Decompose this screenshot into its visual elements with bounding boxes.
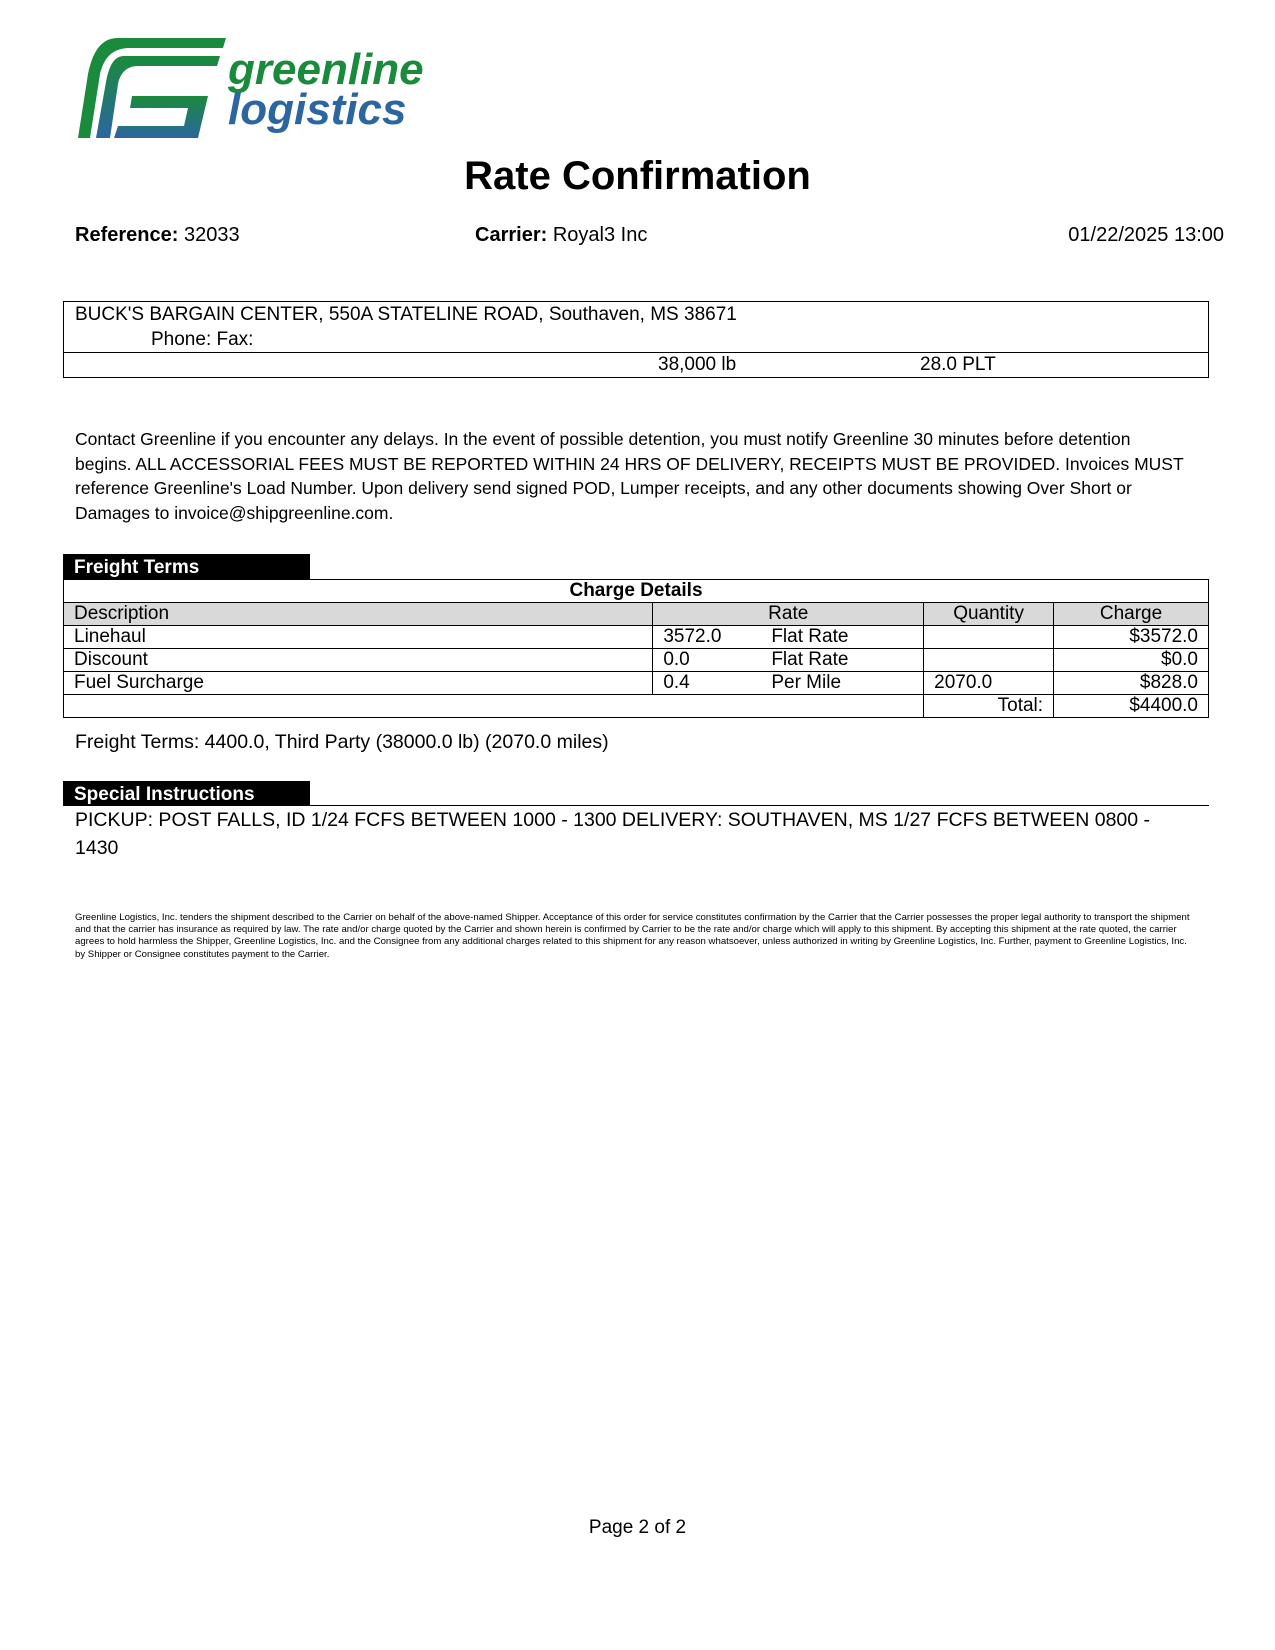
row-rate [653,626,924,649]
freight-terms-summary: Freight Terms: 4400.0, Third Party (38000.0 lb) (2070.0 miles) [75,731,609,753]
stop-box [63,301,1209,378]
row-rate-type: Flat Rate [771,649,849,670]
stop-address: BUCK'S BARGAIN CENTER, 550A STATELINE ROAD, Southaven, MS 38671 [75,304,737,325]
table-row [64,649,1209,672]
carrier [475,224,647,247]
charge-details-title: Charge Details [64,580,1209,603]
column-header-quantity: Quantity [924,603,1054,626]
row-quantity [924,626,1054,649]
row-rate-value: 0.0 [663,649,690,670]
logo-text-greenline: greenline [228,45,424,94]
row-rate-value: 3572.0 [663,626,722,647]
row-rate-type: Flat Rate [771,626,849,647]
reference-value: 32033 [183,224,240,246]
table-row [64,626,1209,649]
legal-disclaimer: Greenline Logistics, Inc. tenders the shipment described to the Carrier on behalf of the above-named Shipper. Acceptance of this order for service constitutes confirmation by the Carrier that the Carrier possesses the proper legal authority to transport the shipment and that the carrier has insurance as required by law. The rate and/or charge quoted by the Carrier and shown herein is confirmed by Carrier to be the rate and/or charge which will apply to this shipment. By accepting this shipment at the rate quoted, the carrier agrees to hold harmless the Shipper, Greenline Logistics, Inc. and the Consignee from any additional charges related to this shipment for any reason whatsoever, unless authorized in writing by Greenline Logistics, Inc. Further, payment to Greenline Logistics, Inc. by Shipper or Consignee constitutes payment to the Carrier. [75,912,1190,960]
stop-phone-fax: Phone: Fax: [151,329,254,350]
row-rate-type: Per Mile [771,672,842,693]
notice-text: Contact Greenline if you encounter any delays. In the event of possible detention, you must notify Greenline 30 minutes before detention begins. ALL ACCESSORIAL FEES MUST BE REPORTED WITHIN 24 HRS OF DELIVERY, RECEIPTS MUST BE PROVIDED. Invoices MUST reference Greenline's Load Number. Upon delivery send signed POD, Lumper receipts, and any other documents showing Over Short or Damages to invoice@shipgreenline.com. [75,429,1184,523]
datetime: 01/22/2025 13:00 [1068,224,1224,246]
column-header-rate: Rate [653,603,924,626]
reference-label: Reference: [75,224,179,246]
row-quantity: 2070.0 [924,672,1054,695]
special-instructions-heading: Special Instructions [63,781,310,806]
row-charge: $828.0 [1054,672,1209,695]
page-title: Rate Confirmation [464,154,811,198]
column-header-description: Description [64,603,653,626]
freight-terms-heading: Freight Terms [63,554,310,579]
row-description: Discount [64,649,653,672]
total-label: Total: [924,695,1054,718]
carrier-value: Royal3 Inc [552,224,648,246]
row-description: Fuel Surcharge [64,672,653,695]
table-row [64,672,1209,695]
stop-weight: 38,000 lb [658,354,737,375]
logo-text-logistics: logistics [228,85,407,134]
greenline-logo [78,34,438,149]
charge-details-table [63,579,1209,718]
total-row [64,695,1209,718]
row-rate [653,672,924,695]
row-quantity [924,649,1054,672]
row-rate-value: 0.4 [663,672,690,693]
stop-pallets: 28.0 PLT [920,354,996,375]
row-rate [653,649,924,672]
total-value: $4400.0 [1054,695,1209,718]
row-description: Linehaul [64,626,653,649]
column-header-charge: Charge [1054,603,1209,626]
row-charge: $3572.0 [1054,626,1209,649]
reference [75,224,240,247]
page-number: Page 2 of 2 [588,1517,687,1538]
carrier-label: Carrier: [475,224,548,246]
special-instructions-text: PICKUP: POST FALLS, ID 1/24 FCFS BETWEEN 1000 - 1300 DELIVERY: SOUTHAVEN, MS 1/27 FCFS BETWEEN 0800 - 1430 [75,809,1151,859]
row-charge: $0.0 [1054,649,1209,672]
